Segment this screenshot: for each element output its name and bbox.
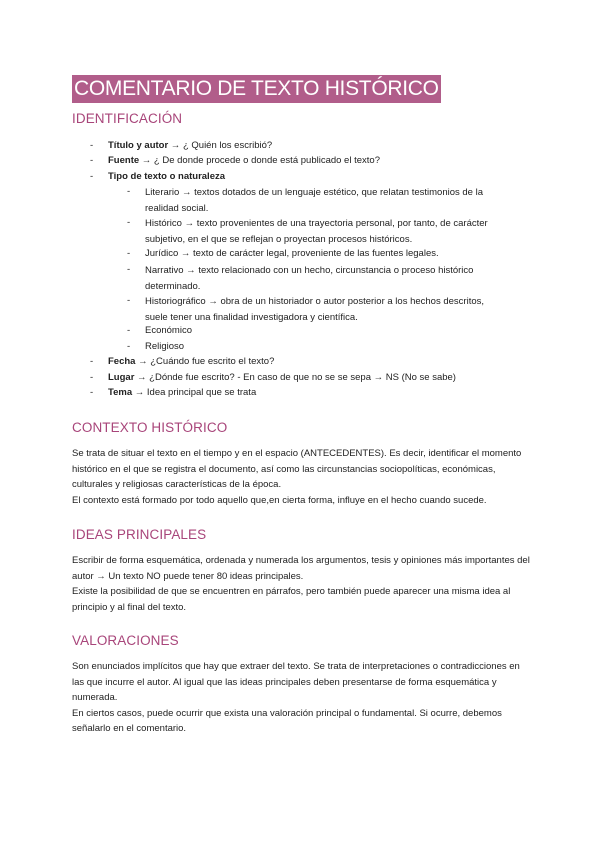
bullet: - <box>127 341 131 352</box>
bullet: - <box>127 248 131 259</box>
paragraph: En ciertos casos, puede ocurrir que exista una valoración principal o fundamental. Si ocurre, debemos señalarlo en el comentario. <box>72 707 502 734</box>
sub-item-text: Histórico → texto provenientes de una trayectoria personal, por tanto, de carácter subjetivo, en el que se reflejan o proyectan procesos históricos. <box>145 218 488 245</box>
item-text: → Idea principal que se trata <box>132 387 257 398</box>
item-label: Tipo de texto o naturaleza <box>108 171 226 182</box>
paragraph: El contexto está formado por todo aquello que,en cierta forma, influye en el hecho cuando sucede. <box>72 494 487 506</box>
heading-contexto: CONTEXTO HISTÓRICO <box>72 420 228 435</box>
sub-item-text: Literario → textos dotados de un lenguaje estético, que relatan testimonios de la realidad social. <box>145 187 483 214</box>
item-label: Fuente <box>108 155 140 166</box>
paragraph: Son enunciados implícitos que hay que extraer del texto. Se trata de interpretaciones o contradicciones en las que incurre el autor. Al igual que las ideas principales deben presentarse de forma esquemática y numerada. <box>72 661 520 703</box>
sub-item-text: Económico <box>145 325 192 336</box>
item-text: → ¿Cuándo fue escrito el texto? <box>135 356 275 367</box>
item-label: Lugar <box>108 372 135 383</box>
bullet: - <box>90 372 94 383</box>
heading-identificacion: IDENTIFICACIÓN <box>72 111 183 126</box>
sub-item-text: Religioso <box>145 341 185 352</box>
contexto-body <box>72 446 532 508</box>
item-label: Fecha <box>108 356 136 367</box>
bullet: - <box>90 356 94 367</box>
paragraph: Escribir de forma esquemática, ordenada y numerada los argumentos, tesis y opiniones más importantes del autor → Un texto NO puede tener 80 ideas principales. <box>72 555 530 582</box>
sub-item-text: Historiográfico → obra de un historiador o autor posterior a los hechos descritos, suele tener una finalidad investigadora y científica. <box>145 296 485 323</box>
bullet: - <box>127 186 131 197</box>
heading-ideas: IDEAS PRINCIPALES <box>72 527 207 542</box>
sub-item-text: Jurídico → texto de carácter legal, proveniente de las fuentes legales. <box>145 248 439 259</box>
bullet: - <box>127 217 131 228</box>
bullet: - <box>127 295 131 306</box>
sub-item-text: Narrativo → texto relacionado con un hecho, circunstancia o proceso histórico determinado. <box>145 265 474 292</box>
paragraph: Existe la posibilidad de que se encuentren en párrafos, pero también puede aparecer una misma idea al principio y al final del texto. <box>72 586 511 613</box>
item-text: → ¿Dónde fue escrito? - En caso de que no se se sepa → NS (No se sabe) <box>134 372 456 383</box>
bullet: - <box>127 325 131 336</box>
valoraciones-body <box>72 659 532 737</box>
ideas-body <box>72 553 532 615</box>
item-label: Título y autor <box>108 140 169 151</box>
paragraph: Se trata de situar el texto en el tiempo y en el espacio (ANTECEDENTES). Es decir, identificar el momento histórico en el que se registra el documento, así como las circunstancias sociopolíticas, económicas, culturales y religiosas características de la época. <box>72 448 522 490</box>
item-text: → ¿ De donde procede o donde está publicado el texto? <box>139 155 380 166</box>
bullet: - <box>90 171 94 182</box>
bullet: - <box>90 387 94 398</box>
item-text: → ¿ Quién los escribió? <box>168 140 273 151</box>
item-label: Tema <box>108 387 133 398</box>
page-title: COMENTARIO DE TEXTO HISTÓRICO <box>72 75 441 103</box>
bullet: - <box>90 155 94 166</box>
bullet: - <box>127 264 131 275</box>
bullet: - <box>90 140 94 151</box>
heading-valoraciones: VALORACIONES <box>72 633 179 648</box>
